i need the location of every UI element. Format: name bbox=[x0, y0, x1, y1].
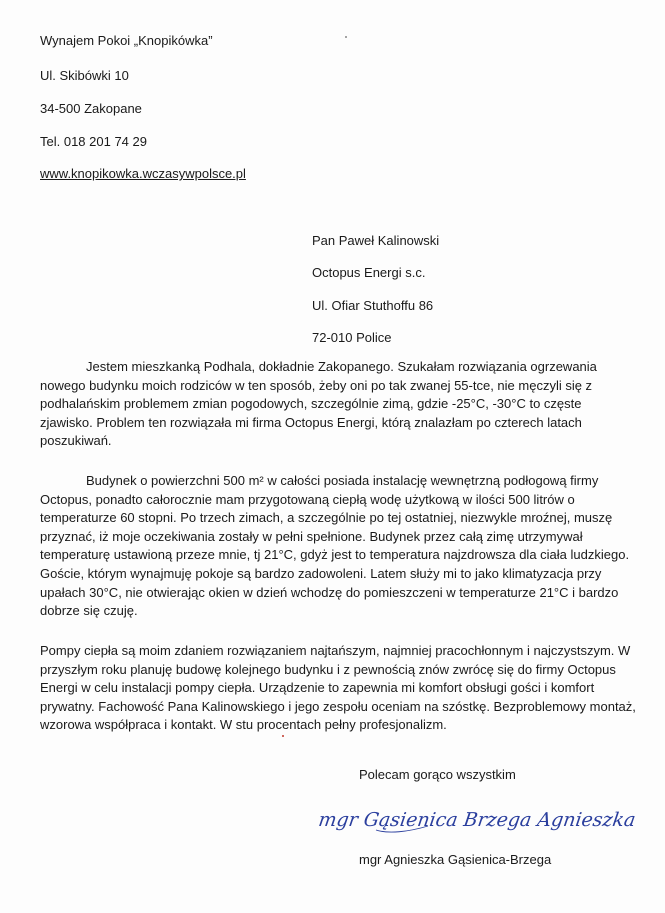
recipient-name: Pan Paweł Kalinowski bbox=[312, 233, 440, 248]
sender-name: Wynajem Pokoi „Knopikówka” bbox=[40, 33, 213, 48]
recipient-street: Ul. Ofiar Stuthoffu 86 bbox=[312, 298, 434, 313]
paper-speck bbox=[282, 735, 284, 737]
body-paragraph-1-text: Jestem mieszkanką Podhala, dokładnie Zakopanego. Szukałam rozwiązania ogrzewania nowego budynku moich rodziców w ten sposób, żeby oni po tak zwanej 55-tce, nie męczyli się z podhalańskim problemem zmian pogodowych, szczególnie zimą, gdzie -25°C, -30°C to częste zjawisko. Problem ten rozwiązała mi firma Octopus Energi, którą znalazłam po czterech latach poszukiwań. bbox=[40, 359, 597, 449]
sender-phone: Tel. 018 201 74 29 bbox=[40, 134, 147, 149]
closing-line: Polecam gorąco wszystkim bbox=[359, 767, 516, 782]
sender-city: 34-500 Zakopane bbox=[40, 101, 142, 116]
recipient-company: Octopus Energi s.c. bbox=[312, 265, 426, 280]
body-paragraph-1 bbox=[40, 358, 630, 451]
printed-name: mgr Agnieszka Gąsienica-Brzega bbox=[359, 852, 552, 867]
recipient-city: 72-010 Police bbox=[312, 330, 392, 345]
body-paragraph-3 bbox=[40, 642, 638, 735]
body-paragraph-2-text: Budynek o powierzchni 500 m² w całości posiada instalację wewnętrzną podłogową firmy Octopus, ponadto całorocznie mam przygotowaną ciepłą wodę użytkową w ilości 500 litrów o temperaturze 60 stopni. Po trzech zimach, a szczególnie po tej ostatniej, niezwykle mroźnej, muszę przyznać, iż moje oczekiwania zostały w pełni spełnione. Budynek przez całą zimę utrzymywał temperaturę ustawioną przeze mnie, tj 21°C, gdyż jest to temperatura najzdrowsza dla ciała ludzkiego. Goście, którym wynajmuję pokoje są bardzo zadowoleni. Latem służy mi to jako klimatyzacja przy upałach 30°C, nie otwierając okien w dzień wchodzę do pomieszczeni w temperaturze 21°C i bardzo dobrze się czuję. bbox=[40, 473, 630, 619]
sender-street: Ul. Skibówki 10 bbox=[40, 68, 129, 83]
body-paragraph-2 bbox=[40, 472, 630, 621]
paper-speck bbox=[345, 36, 347, 38]
handwritten-signature-text: mgr Gąsienica Brzega Agnieszka bbox=[317, 808, 638, 831]
handwritten-signature bbox=[318, 796, 653, 846]
sender-website-link[interactable]: www.knopikowka.wczasywpolsce.pl bbox=[40, 166, 246, 181]
body-paragraph-3-text: Pompy ciepła są moim zdaniem rozwiązaniem najtańszym, najmniej pracochłonnym i najczystszym. W przyszłym roku planuję budowę kolejnego budynku i z pewnością znów zwrócę się do firmy Octopus Energi w celu instalacji pompy ciepła. Urządzenie to zapewnia mi komfort obsługi gości i komfort prywatny. Fachowość Pana Kalinowskiego i jego zespołu oceniam na szóstkę. Bezproblemowy montaż, wzorowa współpraca i kontakt. W stu procentach pełny profesjonalizm. bbox=[40, 643, 636, 733]
